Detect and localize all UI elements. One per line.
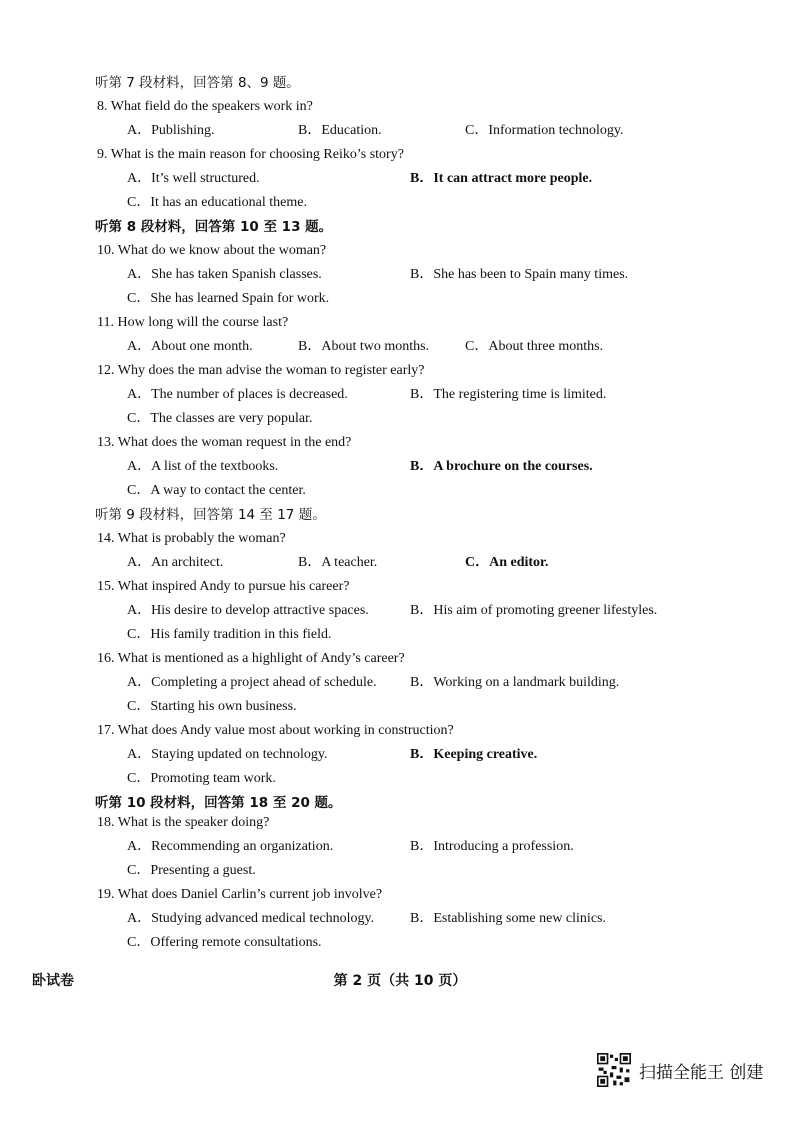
q17-option-b: B．Keeping creative. bbox=[410, 747, 538, 762]
q18-option-b: B．Introducing a profession. bbox=[410, 839, 574, 854]
q16-option-b: B．Working on a landmark building. bbox=[410, 675, 620, 690]
q9-option-c: C．It has an educational theme. bbox=[127, 195, 307, 210]
question-18-stem: 18. What is the speaker doing? bbox=[97, 815, 270, 830]
q16-option-a: A．Completing a project ahead of schedule. bbox=[127, 675, 377, 690]
question-13-stem: 13. What does the woman request in the end? bbox=[97, 435, 352, 450]
scanner-label: 扫描全能王 创建 bbox=[639, 1062, 764, 1083]
question-17-stem: 17. What does Andy value most about working in construction? bbox=[97, 723, 454, 738]
q8-option-c: C．Information technology. bbox=[465, 123, 624, 138]
section-heading-9: 听第 9 段材料，回答第 14 至 17 题。 bbox=[95, 507, 326, 523]
q9-option-b: B．It can attract more people. bbox=[410, 171, 593, 186]
q12-option-a: A．The number of places is decreased. bbox=[127, 387, 348, 402]
section-heading-10: 听第 10 段材料，回答第 18 至 20 题。 bbox=[95, 795, 342, 811]
question-12-stem: 12. Why does the man advise the woman to register early? bbox=[97, 363, 425, 378]
question-8-stem: 8. What field do the speakers work in? bbox=[97, 99, 313, 114]
q19-option-a: A．Studying advanced medical technology. bbox=[127, 911, 375, 926]
q14-option-b: B．A teacher. bbox=[298, 555, 378, 570]
q8-option-b: B．Education. bbox=[298, 123, 382, 138]
question-16-stem: 16. What is mentioned as a highlight of Andy’s career? bbox=[97, 651, 405, 666]
q18-option-a: A．Recommending an organization. bbox=[127, 839, 334, 854]
q17-option-a: A．Staying updated on technology. bbox=[127, 747, 328, 762]
section-heading-8: 听第 8 段材料，回答第 10 至 13 题。 bbox=[95, 219, 333, 235]
q12-option-b: B．The registering time is limited. bbox=[410, 387, 607, 402]
question-14-stem: 14. What is probably the woman? bbox=[97, 531, 286, 546]
q14-option-c: C．An editor. bbox=[465, 555, 549, 570]
q18-option-c: C．Presenting a guest. bbox=[127, 863, 256, 878]
question-10-stem: 10. What do we know about the woman? bbox=[97, 243, 327, 258]
section-heading-7: 听第 7 段材料，回答第 8、9 题。 bbox=[95, 75, 300, 91]
qr-code-icon bbox=[597, 1053, 631, 1087]
q16-option-c: C．Starting his own business. bbox=[127, 699, 297, 714]
q13-option-a: A．A list of the textbooks. bbox=[127, 459, 279, 474]
question-11-stem: 11. How long will the course last? bbox=[97, 315, 289, 330]
q12-option-c: C．The classes are very popular. bbox=[127, 411, 313, 426]
q15-option-b: B．His aim of promoting greener lifestyles. bbox=[410, 603, 658, 618]
footer-left-label: 卧试卷 bbox=[32, 973, 74, 989]
q11-option-c: C．About three months. bbox=[465, 339, 604, 354]
q10-option-c: C．She has learned Spain for work. bbox=[127, 291, 330, 306]
q11-option-a: A．About one month. bbox=[127, 339, 253, 354]
q11-option-b: B．About two months. bbox=[298, 339, 430, 354]
q19-option-c: C．Offering remote consultations. bbox=[127, 935, 322, 950]
question-19-stem: 19. What does Daniel Carlin’s current job involve? bbox=[97, 887, 383, 902]
q10-option-b: B．She has been to Spain many times. bbox=[410, 267, 629, 282]
q9-option-a: A．It’s well structured. bbox=[127, 171, 260, 186]
page-number: 第 2 页（共 10 页） bbox=[333, 973, 467, 989]
question-9-stem: 9. What is the main reason for choosing Reiko’s story? bbox=[97, 147, 404, 162]
q17-option-c: C．Promoting team work. bbox=[127, 771, 276, 786]
q8-option-a: A．Publishing. bbox=[127, 123, 215, 138]
q14-option-a: A．An architect. bbox=[127, 555, 224, 570]
q13-option-b: B．A brochure on the courses. bbox=[410, 459, 593, 474]
q15-option-a: A．His desire to develop attractive spaces. bbox=[127, 603, 369, 618]
question-15-stem: 15. What inspired Andy to pursue his career? bbox=[97, 579, 350, 594]
q13-option-c: C．A way to contact the center. bbox=[127, 483, 306, 498]
scanner-watermark bbox=[597, 1053, 763, 1087]
q19-option-b: B．Establishing some new clinics. bbox=[410, 911, 606, 926]
q10-option-a: A．She has taken Spanish classes. bbox=[127, 267, 322, 282]
q15-option-c: C．His family tradition in this field. bbox=[127, 627, 332, 642]
